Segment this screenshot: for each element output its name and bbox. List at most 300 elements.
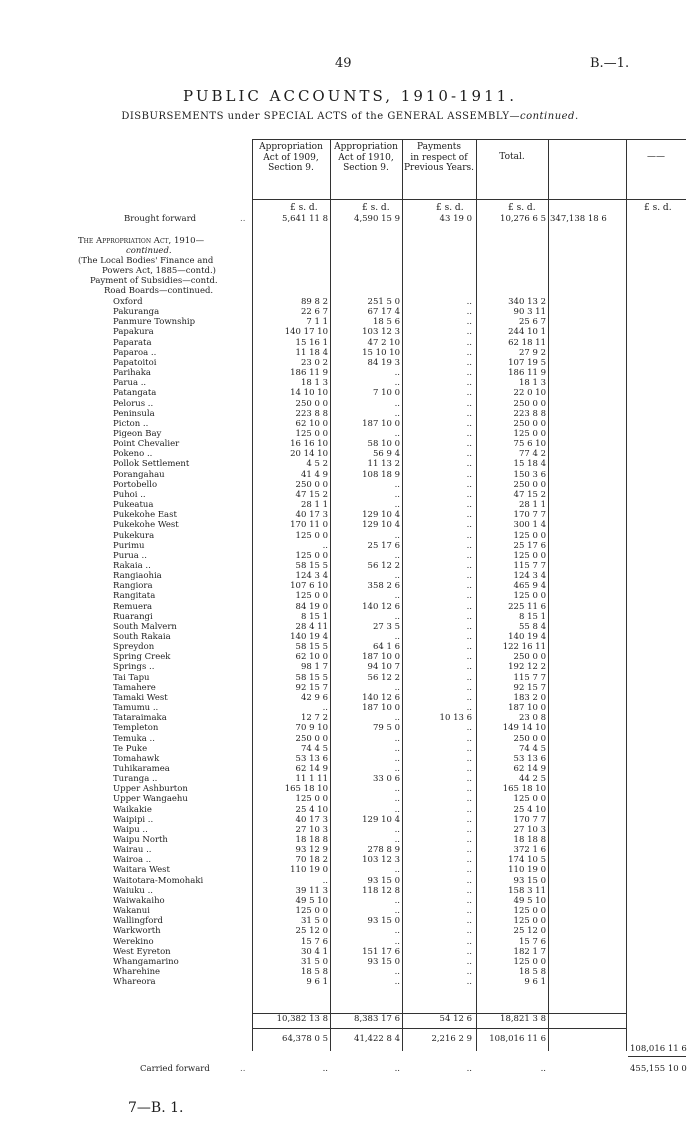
cell: .. bbox=[394, 713, 400, 724]
cell: 174 10 5 bbox=[508, 855, 546, 866]
table-row bbox=[0, 815, 700, 825]
row-name: Waipipi .. bbox=[113, 814, 154, 825]
row-name: Rangiaohia bbox=[113, 571, 162, 581]
units-label: £ s. d. bbox=[508, 203, 536, 213]
cell: 53 13 6 bbox=[295, 753, 328, 764]
cell: 223 8 8 bbox=[513, 408, 546, 419]
act-heading: The Appropriation Act, 1910— bbox=[78, 236, 205, 246]
cell: 47 15 2 bbox=[513, 489, 546, 500]
row-name: Waikakie bbox=[113, 804, 152, 815]
subtitle-continued: —continued. bbox=[509, 111, 579, 122]
cell: 11 13 2 bbox=[367, 459, 400, 470]
row-name: Purua .. bbox=[113, 550, 147, 561]
cell: 103 12 3 bbox=[362, 327, 400, 338]
cell: 49 5 10 bbox=[295, 895, 328, 906]
cell: 129 10 4 bbox=[362, 510, 400, 521]
header-line: Payments bbox=[417, 142, 461, 152]
act-subheading: Powers Act, 1885—contd.) bbox=[102, 266, 217, 276]
cell: .. bbox=[394, 804, 400, 815]
cell: 25 6 7 bbox=[518, 317, 546, 328]
cell: 42 9 6 bbox=[300, 692, 328, 703]
cell: 250 0 0 bbox=[295, 479, 328, 490]
cell: .. bbox=[394, 906, 400, 916]
cell: 140 17 10 bbox=[284, 327, 328, 338]
cell: 58 15 5 bbox=[295, 672, 328, 683]
cell: 92 15 7 bbox=[513, 682, 546, 693]
table-row bbox=[0, 967, 700, 977]
table-row bbox=[0, 744, 700, 754]
brought-forward-row bbox=[0, 214, 700, 224]
cell: 25 17 6 bbox=[367, 540, 400, 551]
row-name: Whareora bbox=[113, 977, 156, 988]
cell: 8 15 1 bbox=[300, 611, 328, 622]
cell: 62 18 11 bbox=[508, 337, 546, 348]
cell: 250 0 0 bbox=[295, 733, 328, 744]
cell: 186 11 9 bbox=[508, 368, 546, 379]
table-row bbox=[0, 480, 700, 490]
cell: .. bbox=[394, 429, 400, 439]
table-row bbox=[0, 510, 700, 520]
cell: .. bbox=[466, 652, 472, 663]
cell: 31 5 0 bbox=[300, 956, 328, 967]
row-name: Wakanui bbox=[113, 906, 150, 916]
table-row bbox=[0, 703, 700, 713]
cell: .. bbox=[466, 317, 472, 328]
cell: .. bbox=[466, 632, 472, 642]
carried-forward-row bbox=[0, 1064, 700, 1074]
table-row bbox=[0, 378, 700, 388]
row-name: South Malvern bbox=[113, 621, 177, 632]
cell: 41 4 9 bbox=[300, 469, 328, 480]
cell: 22 6 7 bbox=[300, 307, 328, 318]
table-row bbox=[0, 470, 700, 480]
table-row bbox=[0, 409, 700, 419]
cell: 92 15 7 bbox=[295, 682, 328, 693]
cell: 23 0 2 bbox=[300, 357, 328, 368]
cell: .. bbox=[394, 489, 400, 500]
table-row bbox=[0, 662, 700, 672]
cell: 151 17 6 bbox=[362, 946, 400, 957]
table-row bbox=[0, 886, 700, 896]
cell: 27 10 3 bbox=[513, 824, 546, 835]
cell: 30 4 1 bbox=[300, 946, 328, 957]
row-name: Tataraimaka bbox=[113, 713, 167, 724]
table-row bbox=[0, 713, 700, 723]
cell: 107 6 10 bbox=[290, 581, 328, 592]
cell: 27 9 2 bbox=[518, 347, 546, 358]
cell: 125 0 0 bbox=[513, 956, 546, 967]
cell: 125 0 0 bbox=[513, 916, 546, 927]
cell: .. bbox=[394, 743, 400, 754]
cell: 56 12 2 bbox=[367, 560, 400, 571]
row-name: Pollok Settlement bbox=[113, 459, 190, 470]
cell: 251 5 0 bbox=[367, 297, 400, 307]
cell: .. bbox=[466, 642, 472, 653]
column-header-total: Total. bbox=[499, 152, 525, 162]
cell: .. bbox=[394, 378, 400, 389]
table-row bbox=[0, 734, 700, 744]
row-name: Tamahere bbox=[113, 682, 156, 693]
cell: 115 7 7 bbox=[513, 560, 546, 571]
cell: 149 14 10 bbox=[502, 723, 546, 734]
cell: 90 3 11 bbox=[513, 307, 546, 318]
cell: 4 5 2 bbox=[306, 459, 328, 470]
cell: 465 9 4 bbox=[513, 581, 546, 592]
cell: .. bbox=[466, 591, 472, 602]
cell: .. bbox=[394, 784, 400, 795]
total-row bbox=[0, 1034, 700, 1044]
row-name: Werekino bbox=[113, 936, 154, 947]
row-name: Tai Tapu bbox=[113, 672, 150, 683]
cell: .. bbox=[466, 530, 472, 541]
table-row bbox=[0, 591, 700, 601]
cell: 58 10 0 bbox=[367, 439, 400, 450]
subtotal-row bbox=[0, 1014, 700, 1024]
cell: 244 10 1 bbox=[508, 327, 546, 338]
cell: .. bbox=[466, 865, 472, 876]
row-name: Wharehine bbox=[113, 966, 161, 977]
cell: .. bbox=[466, 733, 472, 744]
row-name: Waitotara-Momohaki bbox=[113, 875, 204, 886]
cell: .. bbox=[466, 388, 472, 399]
table-row bbox=[0, 561, 700, 571]
cell: 110 19 0 bbox=[508, 865, 546, 876]
carry-rule bbox=[628, 1056, 686, 1057]
cell: 7 1 1 bbox=[306, 317, 328, 328]
table-row bbox=[0, 490, 700, 500]
row-name: Turanga .. bbox=[113, 774, 158, 784]
footer-reference: 7—B. 1. bbox=[128, 1100, 184, 1116]
cell: 186 11 9 bbox=[290, 368, 328, 379]
table-row bbox=[0, 906, 700, 916]
table-row bbox=[0, 581, 700, 591]
page-number: 49 bbox=[335, 56, 352, 71]
cell: .. bbox=[466, 682, 472, 693]
table-row bbox=[0, 916, 700, 926]
table-row bbox=[0, 683, 700, 693]
cell: 18 18 8 bbox=[295, 835, 328, 845]
cell: .. bbox=[466, 560, 472, 571]
row-name: Pigeon Bay bbox=[113, 429, 162, 439]
cell: 12 7 2 bbox=[300, 713, 328, 724]
row-name: Wallingford bbox=[113, 916, 163, 927]
cell: .. bbox=[466, 784, 472, 795]
row-name: Ruarangi bbox=[113, 611, 153, 622]
cell: .. bbox=[466, 966, 472, 977]
table-row bbox=[0, 876, 700, 886]
cell: 125 0 0 bbox=[513, 794, 546, 805]
cell: 18 5 6 bbox=[372, 317, 400, 328]
cell: .. bbox=[394, 632, 400, 642]
row-name: Te Puke bbox=[113, 743, 148, 754]
row-name: Springs .. bbox=[113, 662, 155, 673]
table-row bbox=[0, 794, 700, 804]
row-name: Waiwakaiho bbox=[113, 895, 165, 906]
table-row bbox=[0, 723, 700, 733]
cell: 16 16 10 bbox=[290, 439, 328, 450]
table-row bbox=[0, 622, 700, 632]
cell: 129 10 4 bbox=[362, 520, 400, 531]
cell: 23 0 8 bbox=[518, 713, 546, 724]
cell: .. bbox=[466, 723, 472, 734]
row-name: Waipu .. bbox=[113, 824, 148, 835]
cell: 7 10 0 bbox=[372, 388, 400, 399]
leader-dots: .. bbox=[240, 1064, 246, 1074]
cell: .. bbox=[466, 621, 472, 632]
cell: .. bbox=[394, 550, 400, 561]
table-row bbox=[0, 926, 700, 936]
table-row bbox=[0, 612, 700, 622]
table-row bbox=[0, 358, 700, 368]
cell: 125 0 0 bbox=[295, 429, 328, 439]
cell: 22 0 10 bbox=[513, 388, 546, 399]
cell: .. bbox=[394, 398, 400, 409]
row-name: Purimu bbox=[113, 540, 145, 551]
brought-forward-label: Brought forward bbox=[124, 214, 197, 224]
cell: .. bbox=[394, 966, 400, 977]
cell: .. bbox=[466, 611, 472, 622]
cell: 300 1 4 bbox=[513, 520, 546, 531]
cell: 125 0 0 bbox=[513, 591, 546, 602]
cell: .. bbox=[466, 814, 472, 825]
cell: 55 8 4 bbox=[518, 621, 546, 632]
cell: 25 4 10 bbox=[513, 804, 546, 815]
cell: 108,016 11 6 bbox=[489, 1034, 546, 1044]
cell: .. bbox=[466, 875, 472, 886]
act-subheading: (The Local Bodies' Finance and bbox=[78, 256, 214, 266]
cell: 9 6 1 bbox=[524, 977, 546, 988]
cell: .. bbox=[466, 327, 472, 338]
table-row bbox=[0, 602, 700, 612]
cell: 47 2 10 bbox=[367, 337, 400, 348]
table-row bbox=[0, 449, 700, 459]
table-row bbox=[0, 429, 700, 439]
road-boards-heading: Road Boards—continued. bbox=[104, 286, 214, 296]
cell: 2,216 2 9 bbox=[431, 1034, 472, 1044]
cell: 11 1 11 bbox=[295, 774, 328, 784]
cell: 125 0 0 bbox=[295, 794, 328, 805]
row-name: Waipu North bbox=[113, 835, 168, 845]
cell: .. bbox=[394, 865, 400, 876]
cell: 14 10 10 bbox=[290, 388, 328, 399]
cell: 33 0 6 bbox=[372, 774, 400, 784]
table-row bbox=[0, 947, 700, 957]
cell: .. bbox=[466, 774, 472, 784]
table-row bbox=[0, 835, 700, 845]
cell: 223 8 8 bbox=[295, 408, 328, 419]
cell: 8,383 17 6 bbox=[354, 1014, 400, 1024]
cell: .. bbox=[394, 479, 400, 490]
row-name: Rangitata bbox=[113, 591, 156, 602]
row-name: Papakura bbox=[113, 327, 154, 338]
cell: .. bbox=[466, 571, 472, 581]
cell: 27 10 3 bbox=[295, 824, 328, 835]
cell: 25 17 6 bbox=[513, 540, 546, 551]
row-name: Rangiora bbox=[113, 581, 153, 592]
cell: 170 11 0 bbox=[290, 520, 328, 531]
header-line: Section 9. bbox=[268, 163, 314, 173]
cell: 28 1 1 bbox=[518, 500, 546, 510]
cell: 15 16 1 bbox=[295, 337, 328, 348]
row-name: West Eyreton bbox=[113, 946, 171, 957]
cell: .. bbox=[466, 824, 472, 835]
cell: .. bbox=[466, 855, 472, 866]
cell: .. bbox=[322, 540, 328, 551]
table-row bbox=[0, 520, 700, 530]
cell: .. bbox=[466, 337, 472, 348]
row-name: Pukekohe East bbox=[113, 510, 177, 521]
cell: .. bbox=[466, 520, 472, 531]
table-row bbox=[0, 774, 700, 784]
row-name: Parihaka bbox=[113, 368, 151, 379]
cell: 125 0 0 bbox=[513, 906, 546, 916]
table-row bbox=[0, 937, 700, 947]
cell: 347,138 18 6 bbox=[550, 214, 607, 224]
cell: .. bbox=[466, 601, 472, 612]
cell: .. bbox=[466, 926, 472, 937]
cell: .. bbox=[394, 611, 400, 622]
column-header-act-1910 bbox=[330, 142, 402, 174]
cell: 125 0 0 bbox=[295, 550, 328, 561]
cell: 10,382 13 8 bbox=[276, 1014, 328, 1024]
cell: 79 5 0 bbox=[372, 723, 400, 734]
cell: 18 18 8 bbox=[513, 835, 546, 845]
table-row bbox=[0, 754, 700, 764]
cell: 250 0 0 bbox=[513, 652, 546, 663]
table-row bbox=[0, 693, 700, 703]
row-name: Paparata bbox=[113, 337, 152, 348]
cell: .. bbox=[466, 378, 472, 389]
cell: 18 5 8 bbox=[518, 966, 546, 977]
cell: 40 17 3 bbox=[295, 814, 328, 825]
cell: .. bbox=[394, 936, 400, 947]
document-reference: B.—1. bbox=[590, 56, 630, 71]
cell: .. bbox=[394, 591, 400, 602]
total-carry-row bbox=[0, 1044, 700, 1054]
cell: .. bbox=[466, 916, 472, 927]
cell: .. bbox=[466, 459, 472, 470]
units-label: £ s. d. bbox=[644, 203, 672, 213]
cell: 125 0 0 bbox=[513, 429, 546, 439]
cell: 15 7 6 bbox=[518, 936, 546, 947]
cell: .. bbox=[466, 368, 472, 379]
table-row bbox=[0, 541, 700, 551]
cell: 187 10 0 bbox=[508, 703, 546, 713]
cell: .. bbox=[394, 926, 400, 937]
payment-heading: Payment of Subsidies—contd. bbox=[90, 276, 218, 286]
subtitle-main: DISBURSEMENTS under SPECIAL ACTS of the GENERAL ASSEMBLY bbox=[121, 111, 510, 122]
cell: 56 12 2 bbox=[367, 672, 400, 683]
cell: 39 11 3 bbox=[295, 885, 328, 896]
header-line: Appropriation bbox=[334, 142, 398, 152]
row-name: Portobello bbox=[113, 479, 158, 490]
cell: 94 10 7 bbox=[367, 662, 400, 673]
cell: .. bbox=[466, 408, 472, 419]
cell: .. bbox=[394, 530, 400, 541]
row-name: Upper Ashburton bbox=[113, 784, 188, 795]
table-row bbox=[0, 439, 700, 449]
units-label: £ s. d. bbox=[362, 203, 390, 213]
row-name: Whangamarino bbox=[113, 956, 179, 967]
cell: 9 6 1 bbox=[306, 977, 328, 988]
table-row bbox=[0, 307, 700, 317]
row-name: Pukekohe West bbox=[113, 520, 179, 531]
cell: .. bbox=[466, 743, 472, 754]
cell: 84 19 3 bbox=[367, 357, 400, 368]
table-row bbox=[0, 531, 700, 541]
cell: 40 17 3 bbox=[295, 510, 328, 521]
cell: .. bbox=[466, 794, 472, 805]
row-name: Patangata bbox=[113, 388, 157, 399]
cell: .. bbox=[466, 398, 472, 409]
cell: 150 3 6 bbox=[513, 469, 546, 480]
row-name: Waiuku .. bbox=[113, 885, 153, 896]
table-row bbox=[0, 459, 700, 469]
cell: 93 15 0 bbox=[367, 875, 400, 886]
cell: 455,155 10 0 bbox=[630, 1064, 687, 1074]
cell: 98 1 7 bbox=[300, 662, 328, 673]
cell: 250 0 0 bbox=[513, 733, 546, 744]
table-row bbox=[0, 764, 700, 774]
cell: 125 0 0 bbox=[513, 550, 546, 561]
cell: 4,590 15 9 bbox=[354, 214, 400, 224]
cell: .. bbox=[466, 500, 472, 510]
row-name: Pelorus .. bbox=[113, 398, 154, 409]
cell: 108,016 11 6 bbox=[630, 1044, 687, 1054]
cell: 118 12 8 bbox=[362, 885, 400, 896]
table-row bbox=[0, 388, 700, 398]
row-name: Peninsula bbox=[113, 408, 155, 419]
cell: .. bbox=[466, 449, 472, 460]
row-name: Oxford bbox=[113, 297, 143, 307]
cell: 28 1 1 bbox=[300, 500, 328, 510]
table-row bbox=[0, 865, 700, 875]
cell: .. bbox=[394, 571, 400, 581]
cell: 54 12 6 bbox=[439, 1014, 472, 1024]
cell: .. bbox=[466, 347, 472, 358]
cell: .. bbox=[394, 408, 400, 419]
cell: 125 0 0 bbox=[513, 530, 546, 541]
cell: .. bbox=[394, 1064, 400, 1074]
cell: 340 13 2 bbox=[508, 297, 546, 307]
cell: 74 4 5 bbox=[300, 743, 328, 754]
cell: .. bbox=[466, 297, 472, 307]
cell: 124 3 4 bbox=[295, 571, 328, 581]
cell: .. bbox=[466, 692, 472, 703]
cell: .. bbox=[394, 500, 400, 510]
row-name: Pukekura bbox=[113, 530, 155, 541]
cell: 93 15 0 bbox=[367, 956, 400, 967]
cell: .. bbox=[394, 682, 400, 693]
cell: 107 19 5 bbox=[508, 357, 546, 368]
cell: 75 6 10 bbox=[513, 439, 546, 450]
cell: .. bbox=[394, 977, 400, 988]
row-name: Pakuranga bbox=[113, 307, 160, 318]
cell: 15 7 6 bbox=[300, 936, 328, 947]
cell: 49 5 10 bbox=[513, 895, 546, 906]
cell: 182 1 7 bbox=[513, 946, 546, 957]
cell: .. bbox=[466, 418, 472, 429]
cell: .. bbox=[466, 581, 472, 592]
cell: 140 12 6 bbox=[362, 601, 400, 612]
cell: 122 16 11 bbox=[502, 642, 546, 653]
cell: 41,422 8 4 bbox=[354, 1034, 400, 1044]
cell: .. bbox=[394, 368, 400, 379]
row-name: Wairau .. bbox=[113, 845, 152, 856]
cell: 47 15 2 bbox=[295, 489, 328, 500]
total-rule bbox=[252, 1028, 626, 1029]
cell: .. bbox=[466, 550, 472, 561]
